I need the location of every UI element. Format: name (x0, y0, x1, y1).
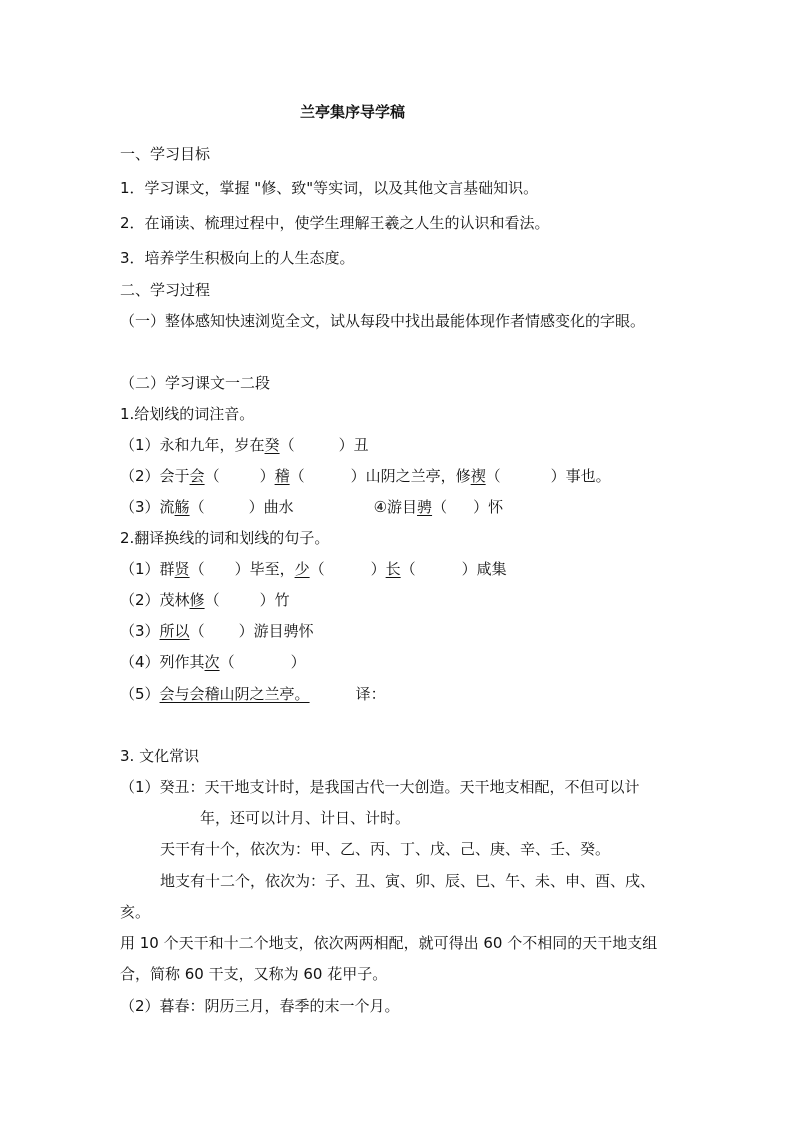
text: ）毕至， (234, 560, 295, 578)
question-2-row-1 (120, 559, 507, 579)
text: ）事也。 (550, 467, 611, 485)
text: （4）列作其 (120, 653, 205, 671)
culture-line-8: （2）暮春：阴历三月，春季的末一个月。 (120, 997, 400, 1015)
text: ） (259, 467, 275, 485)
underlined-word: 稽 (274, 467, 290, 485)
section-heading-process: 二、学习过程 (120, 281, 211, 299)
text: （3）流 (120, 498, 175, 516)
text: （2）会于 (120, 467, 190, 485)
text: ） (290, 653, 306, 671)
underlined-word: 贤 (174, 560, 190, 578)
underlined-word: 会 (189, 467, 205, 485)
question-2-row-2 (120, 590, 290, 610)
culture-line-5: 亥。 (120, 903, 151, 921)
culture-line-7: 合，简称 60 干支，又称为 60 花甲子。 (120, 965, 388, 983)
text: （ (279, 436, 295, 454)
question-1-row-3 (120, 497, 503, 517)
text: （5） (120, 685, 160, 703)
underlined-word: 次 (204, 653, 220, 671)
text: （ (219, 653, 235, 671)
text: ）咸集 (461, 560, 507, 578)
text: （ (189, 498, 205, 516)
text: （ (204, 467, 220, 485)
text: ）游目骋怀 (238, 622, 314, 640)
text: ④游目 (373, 498, 418, 516)
text: ）竹 (259, 591, 290, 609)
underlined-sentence: 会与会稽山阴之兰亭。 (159, 685, 310, 703)
text: （ (204, 591, 220, 609)
question-1-row-2 (120, 466, 611, 486)
underlined-word: 长 (385, 560, 401, 578)
text: （3） (120, 622, 160, 640)
text: （ (309, 560, 325, 578)
goal-item-2: 2．在诵读、梳理过程中，使学生理解王羲之人生的认识和看法。 (120, 214, 550, 232)
underlined-word: 骋 (417, 498, 433, 516)
text: （ (485, 467, 501, 485)
goal-item-1: 1．学习课文，掌握 "修、致"等实词，以及其他文言基础知识。 (120, 179, 539, 197)
underlined-word: 癸 (264, 436, 280, 454)
question-1-row-1 (120, 435, 369, 455)
culture-line-2: 年，还可以计月、计日、计时。 (200, 809, 411, 827)
underlined-word: 所以 (159, 622, 190, 640)
text: （2）茂林 (120, 591, 190, 609)
section-heading-goals: 一、学习目标 (120, 145, 211, 163)
text: ）丑 (338, 436, 369, 454)
question-2-heading: 2.翻译换线的词和划线的句子。 (120, 529, 330, 547)
text: （1）群 (120, 560, 175, 578)
question-2-row-3 (120, 621, 314, 641)
text: （ (289, 467, 305, 485)
underlined-word: 禊 (470, 467, 486, 485)
text: ）曲水 (248, 498, 294, 516)
culture-line-3: 天干有十个，依次为：甲、乙、丙、丁、戊、己、庚、辛、壬、癸。 (160, 840, 611, 858)
text: 译： (355, 685, 386, 703)
text: ）山阴之兰亭，修 (350, 467, 471, 485)
text: （ (189, 622, 205, 640)
question-2-row-4 (120, 652, 306, 672)
question-1-heading: 1.给划线的词注音。 (120, 405, 255, 423)
part-two-heading: （二）学习课文一二段 (120, 374, 271, 392)
culture-line-6: 用 10 个天干和十二个地支，依次两两相配，就可得出 60 个不相同的天干地支组 (120, 934, 658, 952)
text: （1）永和九年，岁在 (120, 436, 265, 454)
text: ）怀 (473, 498, 504, 516)
underlined-word: 修 (189, 591, 205, 609)
culture-line-4: 地支有十二个，依次为：子、丑、寅、卯、辰、巳、午、未、申、酉、戌、 (160, 872, 656, 890)
culture-line-1: （1）癸丑：天干地支计时，是我国古代一大创造。天干地支相配，不但可以计 (120, 778, 640, 796)
goal-item-3: 3．培养学生积极向上的人生态度。 (120, 249, 355, 267)
question-2-row-5 (120, 684, 386, 704)
text: （ (189, 560, 205, 578)
part-one-text: （一）整体感知快速浏览全文，试从每段中找出最能体现作者情感变化的字眼。 (120, 312, 646, 330)
page-title: 兰亭集序导学稿 (300, 103, 406, 121)
text: ） (370, 560, 386, 578)
text: （ (432, 498, 448, 516)
underlined-word: 少 (294, 560, 310, 578)
underlined-word: 觞 (174, 498, 190, 516)
question-3-heading: 3. 文化常识 (120, 747, 200, 765)
text: （ (400, 560, 416, 578)
